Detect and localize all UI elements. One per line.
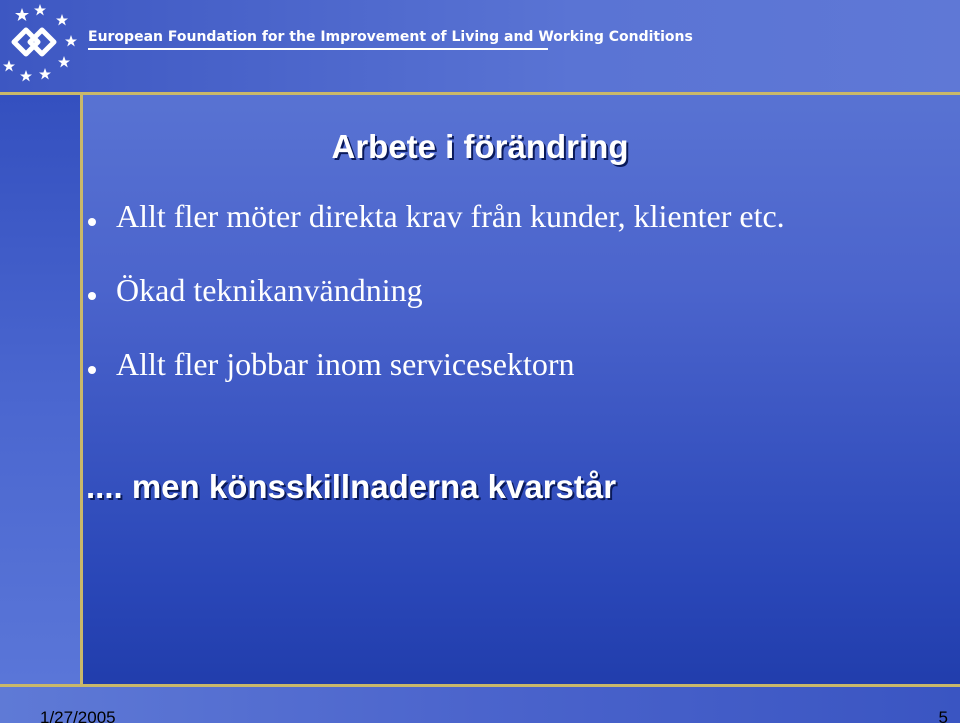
footer-date: 1/27/2005 [40,708,116,723]
bullet-icon [88,292,96,300]
bullet-icon [88,366,96,374]
bullet-text: Allt fler jobbar inom servicesektorn [116,346,575,382]
conclusion-text: .... men könsskillnaderna kvarstår [86,468,617,505]
organization-name: European Foundation for the Improvement of Living and Working Conditions [88,29,548,50]
left-sidebar-band [0,95,80,685]
bullet-text: Allt fler möter direkta krav från kunder, klienter etc. [116,198,785,234]
list-item [84,344,944,418]
page-number: 5 [938,708,948,723]
slide-title: Arbete i förändring [331,128,629,165]
left-divider [80,95,83,685]
eurofound-logo-icon [0,2,82,86]
star-icon [56,14,68,26]
header-divider [0,92,960,95]
footer-band [0,687,960,723]
bullet-text: Ökad teknikanvändning [116,272,423,308]
star-icon [20,70,32,82]
star-icon [3,60,15,72]
star-icon [39,68,51,80]
star-icon [58,56,70,68]
star-icon [65,35,77,47]
list-item [84,270,944,344]
list-item [84,196,944,270]
star-icon [34,4,46,16]
bullet-list [84,196,944,418]
bullet-icon [88,218,96,226]
star-icon [15,8,29,21]
